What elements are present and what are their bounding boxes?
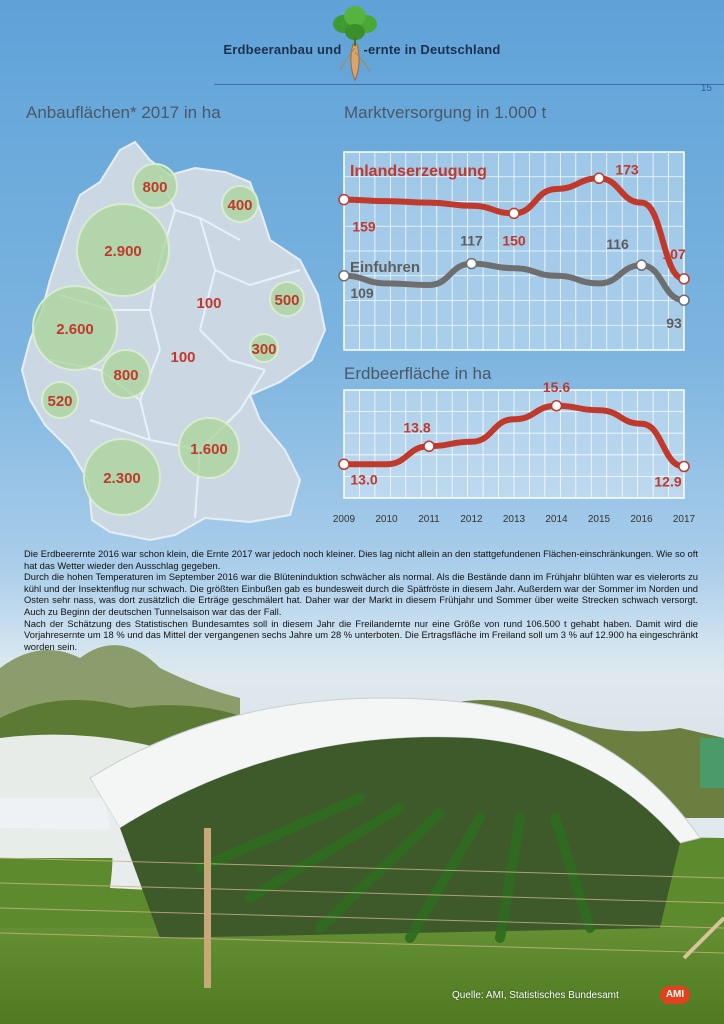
x-tick-label: 2009 bbox=[332, 514, 356, 525]
header-title-part2: -ernte in Deutschland bbox=[363, 42, 501, 57]
article-body bbox=[24, 548, 698, 652]
data-point bbox=[679, 274, 689, 284]
data-label: 12.9 bbox=[654, 473, 682, 490]
chart2-title: Erdbeerfläche in ha bbox=[344, 364, 492, 383]
map-value-label: 2.600 bbox=[56, 321, 94, 338]
data-label: 93 bbox=[666, 315, 682, 332]
map-value-label: 500 bbox=[274, 292, 300, 309]
data-point bbox=[424, 441, 434, 451]
map-value-label: 800 bbox=[142, 179, 168, 196]
data-point bbox=[339, 459, 349, 469]
x-tick-label: 2010 bbox=[375, 514, 398, 525]
data-point bbox=[552, 401, 562, 411]
data-label: 150 bbox=[502, 232, 526, 249]
germany-map bbox=[0, 120, 340, 550]
x-tick-label: 2012 bbox=[460, 514, 483, 525]
map-title: Anbauflächen* 2017 in ha bbox=[26, 103, 221, 122]
header-title-part1: Erdbeeranbau und bbox=[223, 42, 342, 57]
paragraph-2: Durch die hohen Temperaturen im September 2016 war die Blüteninduktion schwächer als normal. Als die Bestände dann im Frühjahr blühten war es vielerorts zu kühl und der Insektenflug nur schwach. Die größten Einbußen gab es bundesweit durch die Spätfröste in diesem Jahr. Außerdem war der Sommer im Norden und Osten sehr nass, was dort zusätzlich die Erträge geschmälert hat. Daher war der Markt in diesem Frühjahr und Sommer über weite Strecken schwach versorgt. Auch zu Beginn der deutschen Tunnelsaison war das der Fall. bbox=[24, 571, 698, 617]
map-value-label: 400 bbox=[227, 197, 253, 214]
data-label: 13.0 bbox=[350, 471, 378, 488]
data-label: 107 bbox=[662, 245, 686, 262]
strawberry-area-chart bbox=[332, 378, 724, 530]
data-label: 159 bbox=[352, 218, 376, 235]
map-value-label: 520 bbox=[47, 393, 73, 410]
map-value-label: 2.900 bbox=[104, 243, 142, 260]
data-point bbox=[679, 462, 689, 472]
source-note: Quelle: AMI, Statistisches Bundesamt bbox=[452, 990, 619, 1001]
chart1-title: Marktversorgung in 1.000 t bbox=[344, 103, 547, 122]
data-label: 15.6 bbox=[542, 378, 571, 395]
x-tick-label: 2011 bbox=[418, 514, 440, 525]
x-tick-label: 2015 bbox=[587, 514, 611, 525]
data-point bbox=[339, 271, 349, 281]
page-number: 15 bbox=[700, 83, 712, 94]
ami-logo: AMI bbox=[660, 986, 690, 1004]
data-label: 13.8 bbox=[403, 419, 431, 436]
tunnel-greenhouse-photo bbox=[0, 628, 724, 1024]
series-name: Einfuhren bbox=[350, 259, 420, 276]
data-point bbox=[509, 208, 519, 218]
map-value-label: 100 bbox=[196, 295, 222, 312]
paragraph-1: Die Erdbeerernte 2016 war schon klein, die Ernte 2017 war jedoch noch kleiner. Dies lag nicht allein an den stattgefundenen Flächen-einschränkungen. Wie so oft hat das Wetter wieder den Ausschlag gegeben. bbox=[24, 548, 698, 571]
map-value-label: 800 bbox=[113, 367, 139, 384]
map-value-label: 2.300 bbox=[103, 470, 141, 487]
page-header-title bbox=[0, 42, 724, 57]
data-label: 109 bbox=[350, 284, 374, 301]
map-value-label: 300 bbox=[251, 341, 277, 358]
data-point bbox=[467, 259, 477, 269]
map-value-label: 1.600 bbox=[190, 441, 228, 458]
data-label: 116 bbox=[606, 236, 629, 253]
map-value-label: 100 bbox=[170, 349, 196, 366]
header-divider bbox=[214, 84, 724, 85]
series-name: Inlandserzeugung bbox=[350, 163, 487, 180]
x-tick-label: 2016 bbox=[630, 514, 653, 525]
x-tick-label: 2013 bbox=[502, 514, 526, 525]
data-point bbox=[679, 295, 689, 305]
data-label: 173 bbox=[615, 161, 639, 178]
data-point bbox=[339, 195, 349, 205]
x-tick-label: 2017 bbox=[672, 514, 696, 525]
paragraph-3: Nach der Schätzung des Statistischen Bundesamtes soll in diesem Jahr die Freilandernte nur eine Größe von rund 106.500 t gehabt haben. Damit wird die Vorjahresernte um 18 % und das Mittel der vergangenen sechs Jahre um 28 % unterboten. Die Ertragsfläche im Freiland soll um 3 % auf 12.900 ha eingeschränkt worden sein. bbox=[24, 617, 698, 652]
data-point bbox=[594, 173, 604, 183]
data-point bbox=[637, 260, 647, 270]
data-label: 117 bbox=[460, 232, 483, 249]
x-tick-label: 2014 bbox=[545, 514, 568, 525]
market-supply-chart bbox=[340, 120, 724, 350]
